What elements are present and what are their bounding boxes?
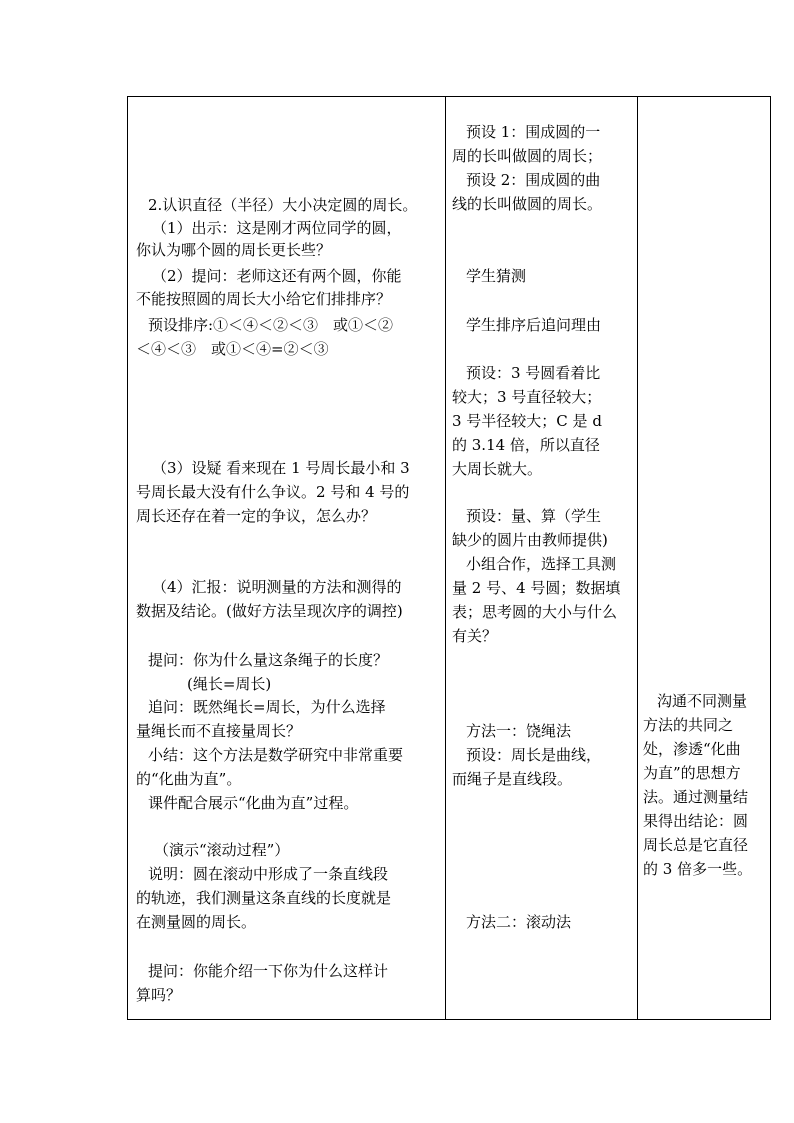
text-line: 预设：3 号圆看着比: [466, 364, 601, 382]
text-line: (绳长=周长): [187, 675, 272, 693]
text-line: 预设 1：围成圆的一: [466, 123, 601, 141]
text-line: 缺少的圆片由教师提供): [452, 531, 608, 549]
text-line: 学生猜测: [466, 267, 527, 285]
text-line: 2.认识直径（半径）大小决定圆的周长。: [148, 196, 418, 214]
text-line: 数据及结论。(做好方法呈现次序的调控): [136, 602, 403, 620]
text-line: 课件配合展示“化曲为直”过程。: [148, 794, 359, 812]
column-divider: [637, 97, 638, 1019]
text-line: （2）提问：老师这还有两个圆，你能: [152, 267, 402, 285]
text-line: （3）设疑 看来现在 1 号周长最小和 3: [152, 459, 410, 477]
text-line: （4）汇报：说明测量的方法和测得的: [152, 578, 402, 596]
text-line: （演示“滚动过程”）: [154, 841, 290, 859]
text-line: 量绳长而不直接量周长？: [136, 722, 302, 740]
text-line: 学生排序后追问理由: [466, 316, 602, 334]
text-line: 方法二：滚动法: [466, 913, 572, 931]
text-line: 小结：这个方法是数学研究中非常重要: [148, 746, 404, 764]
text-line: 大周长就大。: [452, 460, 543, 478]
text-line: 预设 2：围成圆的曲: [466, 171, 601, 189]
text-line: 说明：圆在滚动中形成了一条直线段: [148, 865, 389, 883]
text-line: 在测量圆的周长。: [136, 913, 257, 931]
text-line: 周的长叫做圆的周长；: [452, 147, 603, 165]
text-line: 较大；3 号直径较大；: [452, 388, 602, 406]
text-line: 3 号半径较大；C 是 d: [452, 412, 602, 430]
text-line: 的“化曲为直”。: [136, 770, 242, 788]
text-line: 沟通不同测量: [657, 692, 748, 710]
text-line: 周长总是它直径: [643, 836, 749, 854]
text-line: 预设：量、算（学生: [466, 507, 602, 525]
text-line: 而绳子是直线段。: [452, 770, 573, 788]
text-line: 追问：既然绳长=周长，为什么选择: [148, 698, 386, 716]
text-line: 预设：周长是曲线，: [466, 746, 602, 764]
text-line: 的 3 倍多一些。: [643, 860, 753, 878]
text-line: 你认为哪个圆的周长更长些？: [136, 241, 332, 259]
text-line: ＜④＜③ 或①＜④=②＜③: [136, 340, 329, 358]
text-line: 预设排序:①＜④＜②＜③ 或①＜②: [148, 316, 394, 334]
text-line: （1）出示：这是刚才两位同学的圆，: [152, 219, 402, 237]
text-line: 算吗？: [136, 986, 182, 1004]
text-line: 不能按照圆的周长大小给它们排排序？: [136, 290, 392, 308]
text-line: 法。通过测量结: [643, 788, 749, 806]
text-line: 果得出结论：圆: [643, 812, 749, 830]
column-divider: [445, 97, 446, 1019]
text-line: 提问：你为什么量这条绳子的长度？: [148, 651, 389, 669]
text-line: 号周长最大没有什么争议。2 号和 4 号的: [136, 483, 410, 501]
text-line: 周长还存在着一定的争议，怎么办？: [136, 507, 377, 525]
text-line: 量 2 号、4 号圆；数据填: [452, 579, 621, 597]
text-line: 处，渗透“化曲: [643, 740, 741, 758]
text-line: 提问：你能介绍一下你为什么这样计: [148, 962, 389, 980]
text-line: 为直”的思想方: [643, 764, 741, 782]
text-line: 方法一：饶绳法: [466, 722, 572, 740]
text-line: 方法的共同之: [643, 716, 734, 734]
text-line: 表；思考圆的大小与什么: [452, 603, 618, 621]
text-line: 小组合作，选择工具测: [466, 555, 617, 573]
text-line: 有关？: [452, 627, 498, 645]
text-line: 线的长叫做圆的周长。: [452, 195, 603, 213]
text-line: 的 3.14 倍，所以直径: [452, 436, 600, 454]
text-line: 的轨迹，我们测量这条直线的长度就是: [136, 889, 392, 907]
